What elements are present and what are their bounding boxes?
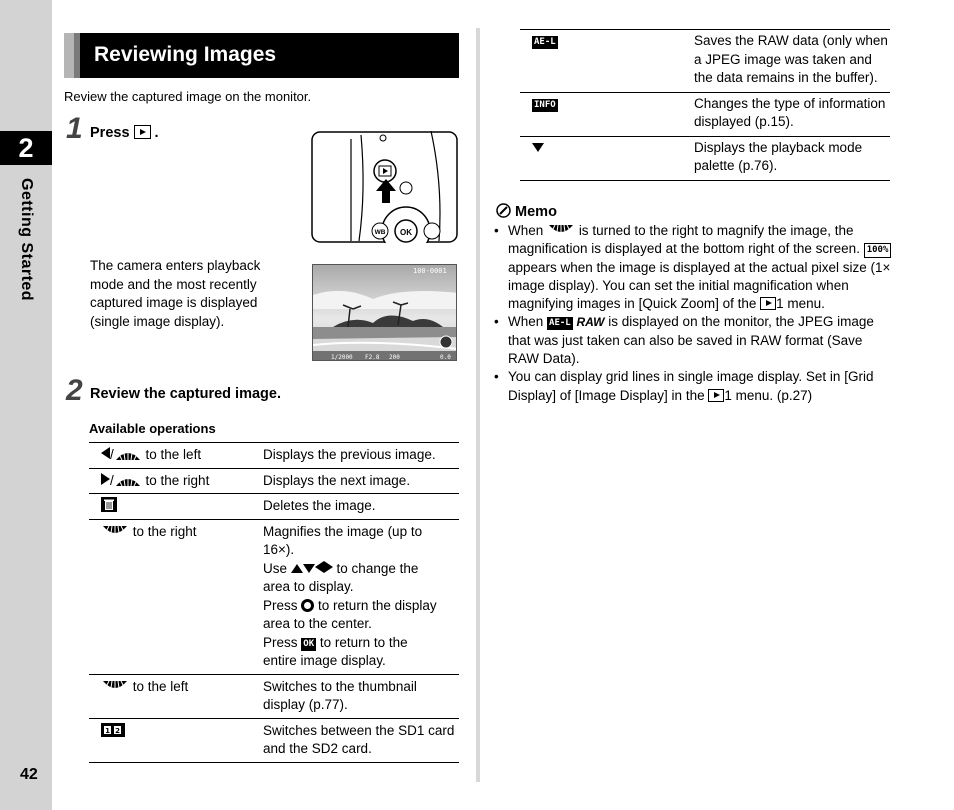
playback-icon <box>134 125 151 139</box>
ae-lock-icon: AE-L <box>549 318 571 329</box>
table-row <box>520 30 890 93</box>
playback-menu-icon <box>708 389 724 402</box>
camera-back-illustration <box>311 131 458 243</box>
sd-card-icon <box>101 723 125 737</box>
operations-heading: Available operations <box>89 421 216 436</box>
operation-key <box>89 718 251 762</box>
operations-table <box>89 442 459 763</box>
right-arrow-icon <box>101 473 110 485</box>
ok-icon: OK <box>303 638 315 649</box>
operations-table-continued <box>520 29 890 181</box>
table-row <box>520 136 890 180</box>
preview-file-number: 100-0001 <box>413 267 447 275</box>
operation-key: to the right <box>89 519 251 674</box>
memo-item: • When is turned to the right to magnify the image, the magnification is displayed at the bottom right of the screen. 100% appears when the image is displayed at the actual pixel size (1× image display). You can set the initial magnification when magnifying images in [Quick Zoom] of the 1 menu. <box>494 222 894 313</box>
actual-size-icon: 100% <box>864 243 892 258</box>
step-2-instruction: Review the captured image. <box>90 386 281 402</box>
step-2-number: 2 <box>66 374 83 407</box>
rear-dial-icon <box>114 448 142 461</box>
memo-list <box>494 222 894 405</box>
preview-aperture: F2.8 <box>365 354 380 361</box>
heading-accent <box>64 33 74 78</box>
page-number: 42 <box>20 766 38 783</box>
operation-desc: Saves the RAW data (only when a JPEG image was taken and the data remains in the buffer). <box>682 30 890 93</box>
operation-desc: Magnifies the image (up to 16×). Use to change the area to display. Press to return the display area to the center. Press OK to return to the entire image display. <box>251 519 459 674</box>
operation-desc: Displays the next image. <box>251 468 459 494</box>
table-row <box>89 674 459 718</box>
rear-dial-icon <box>114 474 142 487</box>
svg-text:1: 1 <box>105 726 110 735</box>
operation-desc: Changes the type of information displayed (p.15). <box>682 92 890 136</box>
wb-button-label: WB <box>374 229 386 236</box>
operation-desc: Displays the previous image. <box>251 443 459 469</box>
column-divider <box>476 28 480 782</box>
chapter-sidebar <box>0 0 52 810</box>
operation-key: / to the right <box>89 468 251 494</box>
chapter-number: 2 <box>0 131 52 165</box>
heading-accent-dark <box>74 33 80 78</box>
operation-key: / to the left <box>89 443 251 469</box>
operation-desc: Displays the playback mode palette (p.76). <box>682 136 890 180</box>
trash-icon <box>101 497 117 512</box>
operation-key <box>520 136 682 180</box>
front-dial-icon <box>547 224 575 237</box>
playback-preview-image <box>312 264 457 361</box>
left-arrow-icon <box>101 447 110 459</box>
operation-key: to the left <box>89 674 251 718</box>
table-row <box>89 494 459 520</box>
down-arrow-icon <box>303 564 315 573</box>
operation-desc: Switches to the thumbnail display (p.77). <box>251 674 459 718</box>
ok-button-label: OK <box>400 228 412 237</box>
up-arrow-icon <box>291 564 303 573</box>
operation-key <box>89 494 251 520</box>
preview-ev: 0.0 <box>440 354 451 361</box>
operation-key <box>520 92 682 136</box>
intro-text: Review the captured image on the monitor. <box>64 89 312 104</box>
preview-shutter: 1/2000 <box>331 354 353 361</box>
operation-desc: Switches between the SD1 card and the SD2 card. <box>251 718 459 762</box>
preview-iso: 200 <box>389 354 400 361</box>
operation-desc: Deletes the image. <box>251 494 459 520</box>
right-arrow-icon <box>324 561 333 573</box>
step-1-label: Press <box>90 125 130 141</box>
table-row <box>89 443 459 469</box>
step-1-instruction: Press . <box>90 125 159 141</box>
table-row <box>520 92 890 136</box>
raw-icon: RAW <box>576 315 605 330</box>
down-arrow-icon <box>532 143 544 152</box>
chapter-title: Getting Started <box>18 178 35 302</box>
info-icon: INFO <box>534 99 556 110</box>
memo-heading: Memo <box>496 203 557 220</box>
memo-icon <box>496 203 511 218</box>
ring-button-icon <box>301 599 314 612</box>
memo-item: • When AE-L RAW is displayed on the monitor, the JPEG image that was just taken can also be saved in RAW format (Save RAW Data). <box>494 313 894 368</box>
front-dial-icon <box>101 525 129 538</box>
table-row <box>89 468 459 494</box>
table-row <box>89 718 459 762</box>
svg-text:2: 2 <box>115 726 120 735</box>
memo-item: • You can display grid lines in single image display. Set in [Grid Display] of [Image Display] in the 1 menu. (p.27) <box>494 368 894 405</box>
step-1-number: 1 <box>66 112 83 145</box>
playback-menu-icon <box>760 297 776 310</box>
step-1-description: The camera enters playback mode and the most recently captured image is displayed (single image display). <box>90 258 261 329</box>
ae-lock-icon: AE-L <box>534 37 556 47</box>
section-title: Reviewing Images <box>94 43 277 66</box>
operation-key <box>520 30 682 93</box>
table-row <box>89 519 459 674</box>
left-arrow-icon <box>315 561 324 573</box>
front-dial-icon <box>101 680 129 693</box>
